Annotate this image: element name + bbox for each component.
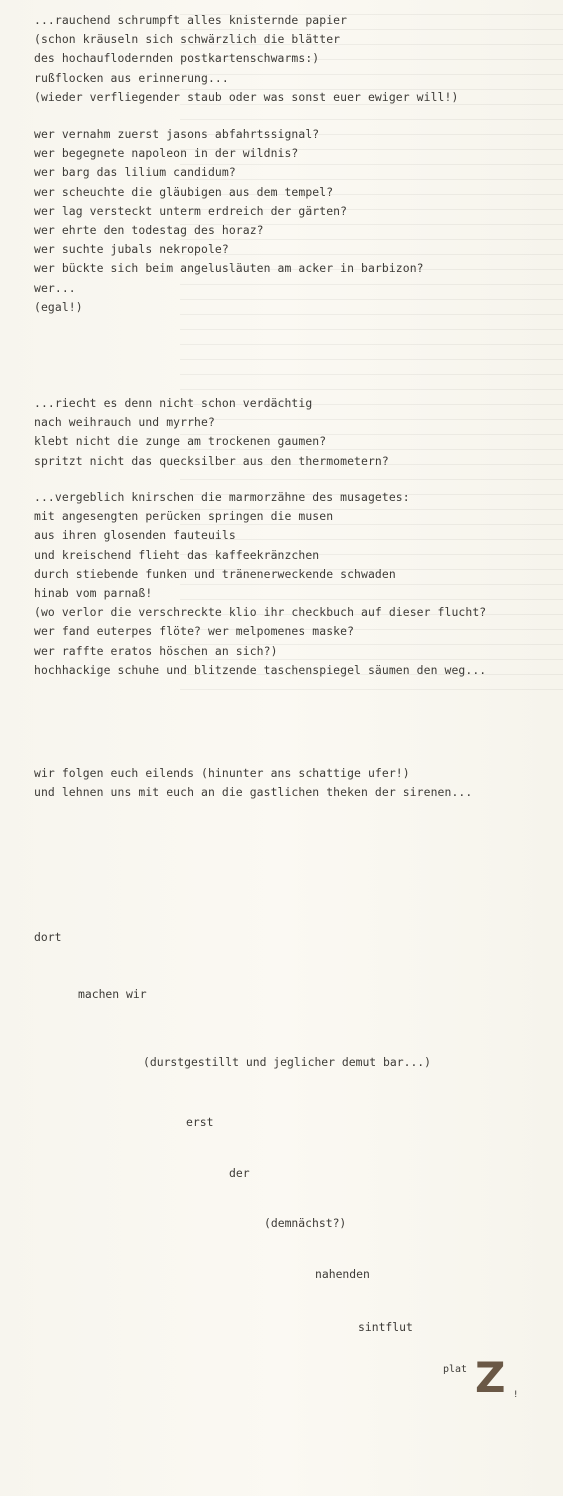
poem-line: wer fand euterpes flöte? wer melpomenes maske? — [34, 624, 355, 639]
poem-line: (egal!) — [34, 299, 83, 314]
poem-line: rußflocken aus erinnerung... — [34, 70, 229, 85]
platz-ending — [443, 1353, 543, 1414]
staircase-machen-wir: machen wir — [78, 987, 147, 1001]
poem-line: wer barg das lilium candidum? — [34, 165, 236, 180]
poem-line: wer raffte eratos höschen an sich?) — [34, 643, 278, 658]
exclamation-mark: ! — [513, 1390, 519, 1400]
poem-line: wer ehrte den todestag des horaz? — [34, 223, 264, 238]
poem-line: mit angesengten perücken springen die musen — [34, 509, 334, 524]
poem-line: und lehnen uns mit euch an die gastlichen theken der sirenen... — [34, 785, 473, 800]
poem-line: (schon kräuseln sich schwärzlich die blätter — [34, 32, 341, 47]
staircase-demnaechst: (demnächst?) — [264, 1216, 347, 1230]
poem-line: klebt nicht die zunge am trockenen gaumen? — [34, 434, 327, 449]
staircase-der: der — [229, 1166, 250, 1180]
poem-line: wer begegnete napoleon in der wildnis? — [34, 146, 299, 161]
staircase-nahenden: nahenden — [315, 1267, 370, 1281]
poem-line: nach weihrauch und myrrhe? — [34, 415, 215, 430]
staircase-dort: dort — [34, 930, 62, 944]
poem-line: und kreischend flieht das kaffeekränzchen — [34, 547, 320, 562]
poem-line: spritzt nicht das quecksilber aus den thermometern? — [34, 453, 389, 468]
staircase-durstgestillt: (durstgestillt und jeglicher demut bar...) — [143, 1055, 432, 1069]
poem-line: (wieder verfliegender staub oder was sonst euer ewiger will!) — [34, 89, 459, 104]
poem-line: aus ihren glosenden fauteuils — [34, 528, 236, 543]
poem-line: wer scheuchte die gläubigen aus dem tempel? — [34, 184, 334, 199]
poem-line: wer bückte sich beim angelusläuten am acker in barbizon? — [34, 261, 424, 276]
poem-line: hochhackige schuhe und blitzende taschenspiegel säumen den weg... — [34, 662, 487, 677]
poem-line: durch stiebende funken und tränenerweckende schwaden — [34, 566, 396, 581]
poem-line: wer vernahm zuerst jasons abfahrtssignal? — [34, 127, 320, 141]
poem-line: ...rauchend schrumpft alles knisternde papier — [34, 13, 348, 27]
poem-line: wer suchte jubals nekropole? — [34, 242, 229, 257]
poem-line: wer lag versteckt unterm erdreich der gärten? — [34, 203, 348, 218]
stanza-4 — [34, 488, 486, 680]
poem-line: wir folgen euch eilends (hinunter ans schattige ufer!) — [34, 766, 410, 780]
stanza-3 — [34, 394, 389, 471]
poem-line: (wo verlor die verschreckte klio ihr checkbuch auf dieser flucht? — [34, 605, 487, 620]
stanza-5 — [34, 764, 472, 802]
staircase-sintflut: sintflut — [358, 1320, 413, 1334]
staircase-erst: erst — [186, 1115, 214, 1129]
stanza-2 — [34, 125, 424, 317]
plat-text: plat — [443, 1364, 468, 1375]
stanza-1 — [34, 11, 458, 107]
poem-line: des hochauflodernden postkartenschwarms:) — [34, 51, 320, 66]
poem-line: hinab vom parnaß! — [34, 586, 153, 601]
poem-line: ...vergeblich knirschen die marmorzähne des musagetes: — [34, 490, 410, 504]
poem-line: wer... — [34, 280, 76, 295]
big-z-letter: Z — [475, 1353, 506, 1402]
poem-line: ...riecht es denn nicht schon verdächtig — [34, 396, 313, 410]
